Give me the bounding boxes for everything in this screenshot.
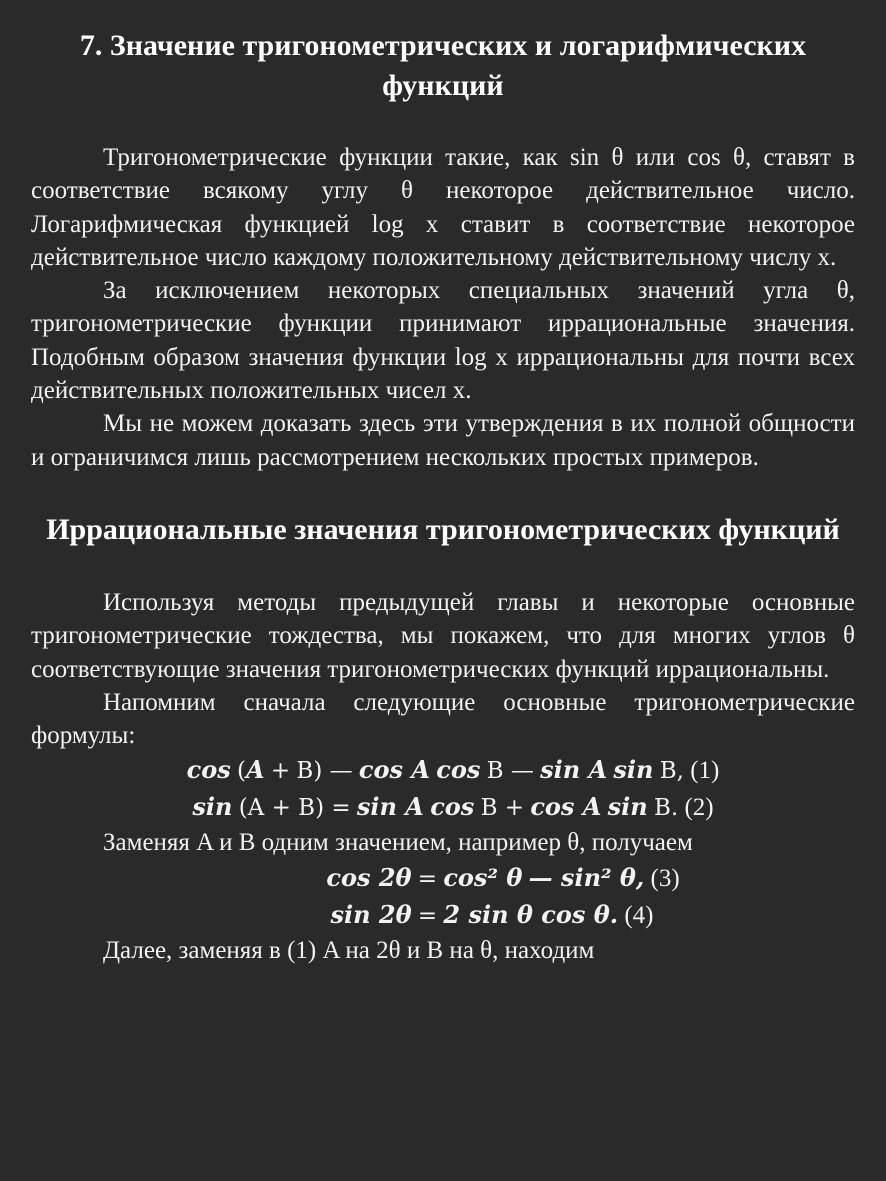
intro-paragraph-3: Мы не можем доказать здесь эти утверждения в их полной общности и ограничимся лишь рассмотрением нескольких простых примеров. [31, 410, 855, 471]
formula-2: sin (A + B) = sin A cos B + cos A sin B. (2) [192, 792, 714, 822]
replace-paragraph: Заменяя A и B одним значением, например θ, получаем [103, 829, 693, 857]
chapter-heading: 7. Значение тригонометрических и логарифмических функций [79, 29, 807, 102]
body-paragraph-1: Используя методы предыдущей главы и некоторые основные тригонометрические тождества, мы покажем, что для многих углов θ соответствующие значения тригонометрических функций иррациональны. [31, 588, 855, 683]
last-paragraph: Далее, заменяя в (1) A на 2θ и B на θ, находим [103, 936, 595, 964]
section-heading: Иррациональные значения тригонометрических функций [46, 512, 840, 546]
formula-3: cos 2θ = cos² θ — sin² θ, (3) [326, 862, 680, 892]
formula-4-number: (4) [624, 901, 654, 929]
formula-2-number: (2) [684, 794, 714, 822]
formula-4: sin 2θ = 2 sin θ cos θ. (4) [330, 899, 654, 929]
formula-3-number: (3) [650, 864, 680, 892]
intro-paragraph-2: За исключением некоторых специальных значений угла θ, тригонометрические функции принимают иррациональные значения. Подобным образом значения функции log x иррациональны для почти всех действительных положительных чисел x. [31, 277, 855, 405]
body-paragraph-2: Напомним сначала следующие основные тригонометрические формулы: [31, 688, 855, 750]
formula-1: cos (A + B) — cos A cos B — sin A sin B, (1) [186, 755, 720, 785]
formula-1-number: (1) [690, 757, 720, 785]
intro-paragraph-1: Тригонометрические функции такие, как sin θ или cos θ, ставят в соответствие всякому углу θ некоторое действительное число. Логарифмическая функцией log x ставит в соответствие некоторое действительное число каждому положительному действительному числу x. [31, 144, 855, 271]
